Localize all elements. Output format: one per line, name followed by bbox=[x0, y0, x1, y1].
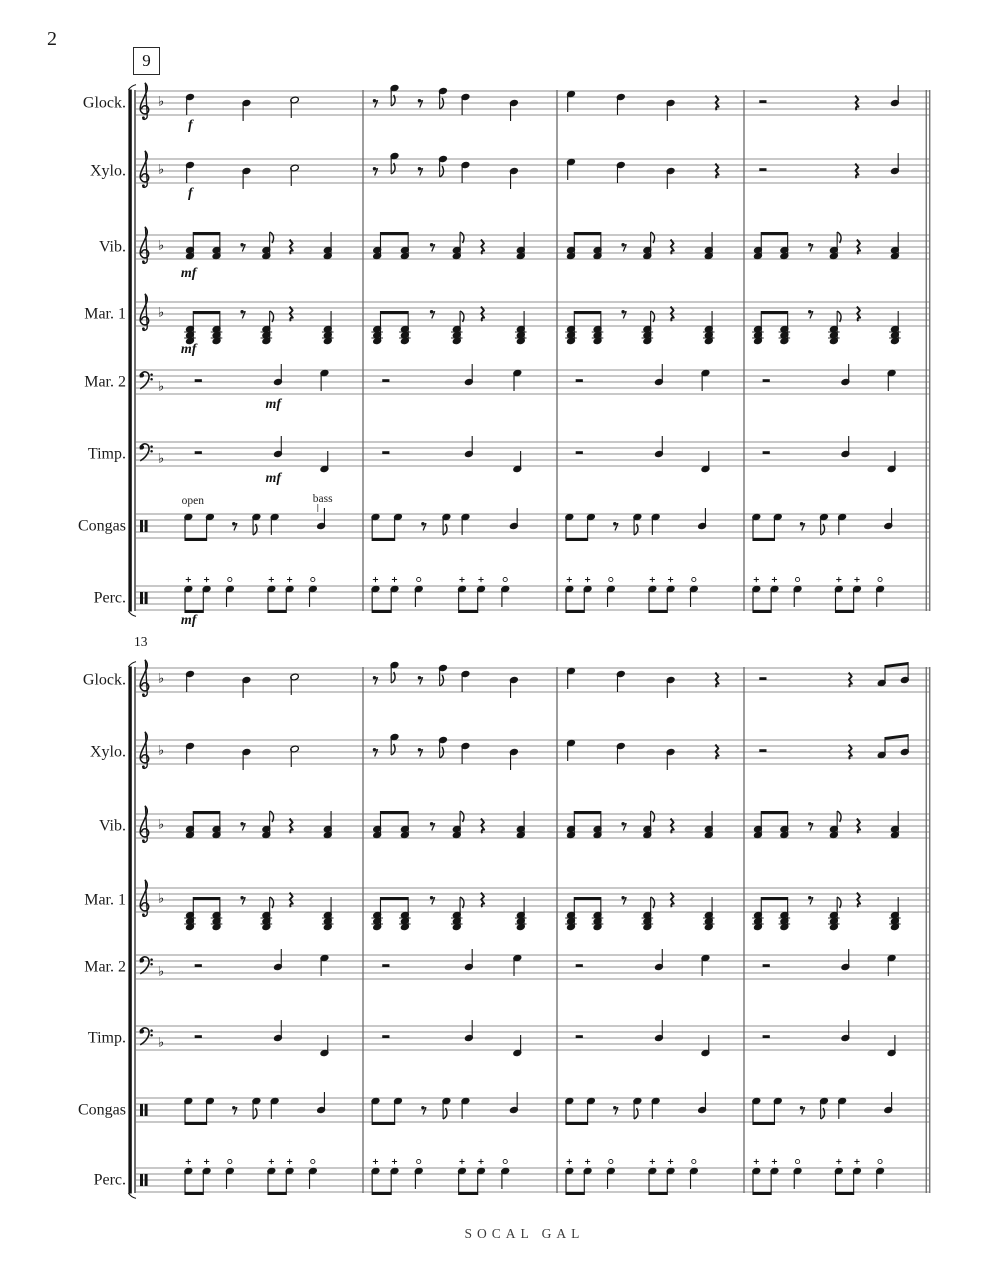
beam bbox=[185, 1192, 203, 1195]
beam bbox=[380, 811, 408, 814]
staff-mar-1 bbox=[84, 880, 930, 931]
instrument-label: Timp. bbox=[87, 445, 126, 463]
beam bbox=[649, 1192, 667, 1195]
treble-clef-icon bbox=[142, 839, 145, 842]
open-ornament-icon bbox=[609, 577, 613, 581]
half-rest bbox=[759, 677, 766, 680]
beam bbox=[380, 311, 408, 314]
half-rest bbox=[195, 379, 202, 382]
flat-key-signature: ♭ bbox=[158, 1035, 165, 1051]
staff-timp- bbox=[88, 1020, 930, 1057]
flat-key-signature: ♭ bbox=[158, 238, 165, 254]
instrument-label: Mar. 1 bbox=[84, 891, 126, 909]
open-ornament-icon bbox=[503, 1159, 507, 1163]
staff-perc- bbox=[94, 577, 930, 628]
staff-mar-1 bbox=[84, 294, 930, 357]
beam bbox=[574, 897, 601, 900]
instrument-label: Glock. bbox=[82, 671, 126, 689]
half-rest bbox=[759, 168, 766, 171]
staff-mar-2 bbox=[84, 364, 930, 412]
staff-congas bbox=[78, 493, 930, 541]
rehearsal-mark: 9 bbox=[133, 47, 160, 75]
percussion-clef-icon bbox=[140, 1174, 143, 1186]
open-ornament-icon bbox=[311, 577, 315, 581]
instrument-label: Xylo. bbox=[90, 162, 126, 180]
beam bbox=[753, 538, 774, 541]
flat-key-signature: ♭ bbox=[158, 451, 165, 467]
system-1 bbox=[78, 83, 930, 628]
half-rest bbox=[759, 100, 766, 103]
staff-vib- bbox=[99, 227, 930, 281]
bass-clef-icon bbox=[150, 373, 153, 376]
beam bbox=[649, 610, 667, 613]
technique-text: open bbox=[181, 495, 205, 507]
treble-clef-icon bbox=[142, 327, 145, 330]
bass-clef-icon bbox=[150, 445, 153, 448]
instrument-label: Vib. bbox=[98, 817, 126, 835]
instrument-label: Perc. bbox=[93, 589, 126, 607]
beam bbox=[193, 232, 220, 235]
beam bbox=[574, 811, 601, 814]
open-ornament-icon bbox=[417, 577, 421, 581]
beam bbox=[566, 538, 588, 541]
flat-key-signature: ♭ bbox=[158, 162, 165, 178]
bass-clef-icon bbox=[150, 963, 153, 966]
half-rest bbox=[763, 1035, 770, 1038]
beam bbox=[761, 232, 787, 235]
dynamic-marking: mf bbox=[180, 613, 197, 628]
bass-clef-icon bbox=[140, 958, 145, 963]
beam bbox=[459, 1192, 478, 1195]
open-ornament-icon bbox=[795, 1159, 799, 1163]
half-rest bbox=[763, 379, 770, 382]
instrument-label: Timp. bbox=[87, 1029, 126, 1047]
beam bbox=[380, 232, 408, 235]
beam bbox=[372, 1192, 391, 1195]
half-rest bbox=[576, 964, 583, 967]
instrument-label: Congas bbox=[78, 1101, 126, 1119]
dynamic-marking: mf bbox=[265, 397, 282, 412]
instrument-label: Congas bbox=[78, 517, 126, 535]
beam bbox=[185, 1122, 207, 1125]
open-ornament-icon bbox=[417, 1159, 421, 1163]
percussion-clef-icon bbox=[145, 1104, 148, 1116]
technique-text: bass bbox=[312, 493, 333, 505]
flat-key-signature: ♭ bbox=[158, 94, 165, 110]
percussion-clef-icon bbox=[140, 1104, 143, 1116]
eighth-flag bbox=[440, 675, 444, 686]
open-ornament-icon bbox=[795, 577, 799, 581]
bass-clef-icon bbox=[150, 1029, 153, 1032]
half-rest bbox=[763, 964, 770, 967]
staff-perc- bbox=[94, 1159, 930, 1195]
staff-xylo- bbox=[90, 151, 930, 201]
bass-clef-icon bbox=[150, 1034, 153, 1037]
beam bbox=[574, 232, 601, 235]
eighth-flag bbox=[440, 98, 444, 109]
dynamic-marking: mf bbox=[180, 266, 197, 281]
system-bracket bbox=[128, 667, 131, 1194]
staff-timp- bbox=[88, 436, 930, 486]
beam bbox=[761, 311, 787, 314]
footer-title: SOCAL GAL bbox=[464, 1226, 585, 1241]
instrument-label: Vib. bbox=[98, 238, 126, 256]
dynamic-marking: mf bbox=[265, 471, 282, 486]
half-rest bbox=[382, 451, 389, 454]
beam bbox=[193, 897, 220, 900]
staff-glock- bbox=[83, 83, 930, 133]
beam bbox=[193, 811, 220, 814]
flat-key-signature: ♭ bbox=[158, 379, 165, 395]
flat-key-signature: ♭ bbox=[158, 964, 165, 980]
half-rest bbox=[195, 964, 202, 967]
percussion-clef-icon bbox=[145, 1174, 148, 1186]
half-rest bbox=[763, 451, 770, 454]
bass-clef-icon bbox=[150, 958, 153, 961]
treble-clef-icon bbox=[142, 260, 145, 263]
treble-clef-icon bbox=[142, 913, 145, 916]
beam bbox=[885, 734, 908, 740]
dynamic-marking: mf bbox=[180, 342, 197, 357]
dynamic-marking: f bbox=[187, 118, 193, 133]
percussion-clef-icon bbox=[145, 592, 148, 604]
staff-congas bbox=[78, 1092, 930, 1125]
beam bbox=[268, 1192, 286, 1195]
half-rest bbox=[195, 1035, 202, 1038]
staff-xylo- bbox=[90, 732, 930, 770]
bracket-curl-bottom bbox=[128, 1193, 136, 1198]
beam bbox=[372, 538, 394, 541]
beam bbox=[372, 610, 391, 613]
open-ornament-icon bbox=[228, 1159, 232, 1163]
flat-key-signature: ♭ bbox=[158, 305, 165, 321]
instrument-label: Perc. bbox=[93, 1171, 126, 1189]
open-ornament-icon bbox=[692, 1159, 696, 1163]
beam bbox=[193, 311, 220, 314]
bracket-curl-top bbox=[128, 85, 136, 90]
beam bbox=[753, 1192, 771, 1195]
measure-number: 13 bbox=[134, 634, 148, 649]
percussion-clef-icon bbox=[140, 520, 143, 532]
open-ornament-icon bbox=[503, 577, 507, 581]
instrument-label: Xylo. bbox=[90, 743, 126, 761]
beam bbox=[185, 538, 207, 541]
bass-clef-icon bbox=[150, 450, 153, 453]
bass-clef-icon bbox=[150, 378, 153, 381]
open-ornament-icon bbox=[692, 577, 696, 581]
bass-clef-icon bbox=[140, 1029, 145, 1034]
flat-key-signature: ♭ bbox=[158, 891, 165, 907]
dynamic-marking: f bbox=[187, 186, 193, 201]
open-ornament-icon bbox=[311, 1159, 315, 1163]
open-ornament-icon bbox=[878, 577, 882, 581]
system-2 bbox=[78, 660, 930, 1199]
beam bbox=[268, 610, 286, 613]
half-rest bbox=[382, 379, 389, 382]
beam bbox=[885, 662, 908, 668]
beam bbox=[761, 897, 787, 900]
flat-key-signature: ♭ bbox=[158, 817, 165, 833]
treble-clef-icon bbox=[142, 184, 145, 187]
half-rest bbox=[576, 1035, 583, 1038]
beam bbox=[459, 610, 478, 613]
open-ornament-icon bbox=[609, 1159, 613, 1163]
system-bracket bbox=[128, 90, 131, 612]
flat-key-signature: ♭ bbox=[158, 671, 165, 687]
half-rest bbox=[576, 451, 583, 454]
beam bbox=[836, 1192, 854, 1195]
half-rest bbox=[195, 451, 202, 454]
bass-clef-icon bbox=[140, 445, 145, 450]
beam bbox=[566, 1192, 584, 1195]
treble-clef-icon bbox=[142, 693, 145, 696]
eighth-flag bbox=[440, 166, 444, 177]
bracket-curl-top bbox=[128, 662, 136, 667]
percussion-clef-icon bbox=[140, 592, 143, 604]
half-rest bbox=[382, 1035, 389, 1038]
beam bbox=[574, 311, 601, 314]
staff-mar-2 bbox=[84, 949, 930, 980]
staff-glock- bbox=[83, 660, 930, 698]
open-ornament-icon bbox=[878, 1159, 882, 1163]
instrument-label: Glock. bbox=[82, 94, 126, 112]
beam bbox=[753, 610, 771, 613]
treble-clef-icon bbox=[142, 116, 145, 119]
instrument-label: Mar. 1 bbox=[84, 305, 126, 323]
staff-vib- bbox=[99, 806, 930, 843]
beam bbox=[380, 897, 408, 900]
beam bbox=[753, 1122, 774, 1125]
half-rest bbox=[382, 964, 389, 967]
page-number: 2 bbox=[47, 28, 57, 50]
half-rest bbox=[759, 749, 766, 752]
beam bbox=[836, 610, 854, 613]
bass-clef-icon bbox=[140, 373, 145, 378]
half-rest bbox=[576, 379, 583, 382]
instrument-label: Mar. 2 bbox=[84, 373, 126, 391]
open-ornament-icon bbox=[228, 577, 232, 581]
eighth-flag bbox=[440, 747, 444, 758]
percussion-clef-icon bbox=[145, 520, 148, 532]
bracket-curl-bottom bbox=[128, 611, 136, 616]
treble-clef-icon bbox=[142, 765, 145, 768]
beam bbox=[761, 811, 787, 814]
beam bbox=[566, 610, 584, 613]
flat-key-signature: ♭ bbox=[158, 743, 165, 759]
beam bbox=[566, 1122, 588, 1125]
beam bbox=[372, 1122, 394, 1125]
instrument-label: Mar. 2 bbox=[84, 958, 126, 976]
